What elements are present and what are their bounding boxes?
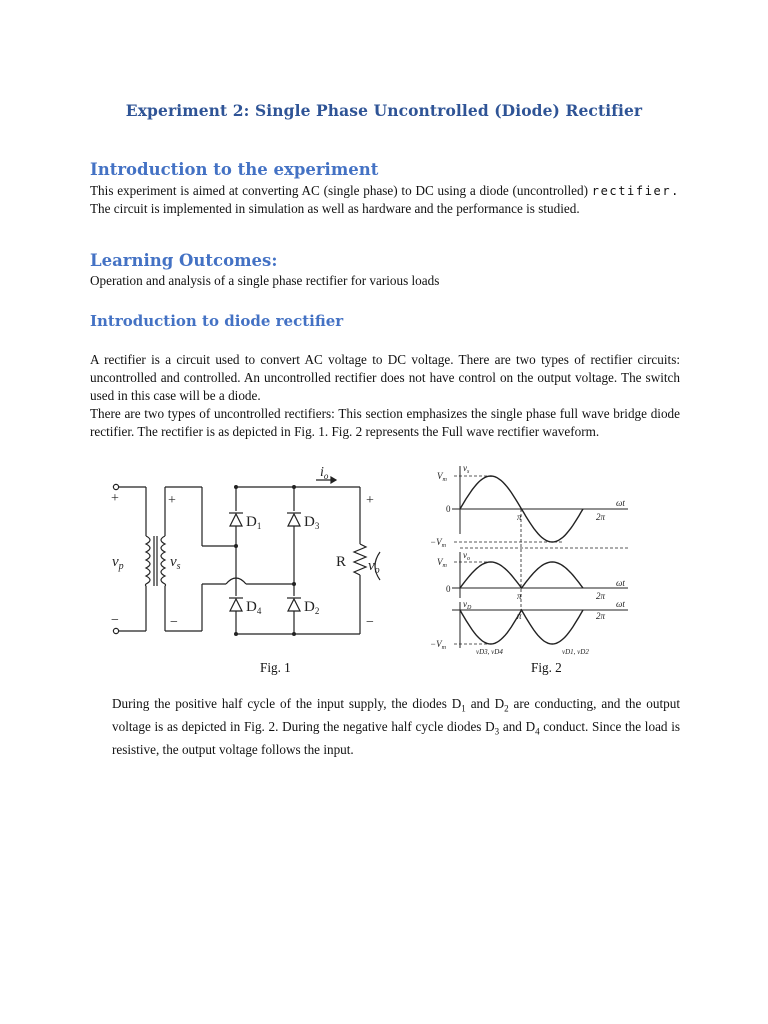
- fig1-label-d2: $D_2$: [304, 599, 320, 616]
- fig2-label-neg-vm-2: $-V_m$: [430, 639, 446, 651]
- fig1-label-vp: $v_p$: [112, 554, 124, 572]
- fig2-label-vs: $v_s$: [463, 463, 470, 475]
- fig2-label-vm-2: $V_m$: [437, 557, 447, 569]
- fig2-label-2pi-1: 2π: [596, 512, 606, 522]
- intro-text-c: The circuit is implemented in simulation as well as hardware and the performance is studied.: [90, 201, 580, 216]
- outcomes-paragraph: Operation and analysis of a single phase rectifier for various loads: [90, 273, 440, 288]
- fig1-plus-output: +: [366, 493, 374, 508]
- heading-diode-rectifier: Introduction to diode rectifier: [90, 312, 344, 330]
- fig1-label-d3: $D_3$: [304, 514, 320, 531]
- figure-2-caption: Fig. 2: [531, 660, 562, 675]
- diode-d2-symbol: [288, 599, 300, 611]
- diode-paragraph-2: There are two types of uncontrolled rectifiers: This section emphasizes the single phase full wave bridge diode rectifier. The rectifier is as depicted in Fig. 1. Fig. 2 represents the Full wave rectifier waveform.: [90, 406, 680, 439]
- intro-text-a: This experiment is aimed at converting AC (single phase) to DC using a diode (uncontrolled): [90, 183, 588, 198]
- diode-d1-symbol: [230, 514, 242, 526]
- fig2-label-wt-3: ωt: [616, 599, 625, 609]
- fig2-label-vd: $v_D$: [463, 599, 472, 611]
- figure-1-caption: Fig. 1: [260, 660, 291, 675]
- figure-2-waveforms: [428, 462, 634, 657]
- fig2-label-2pi-3: 2π: [596, 611, 606, 621]
- fig2-label-zero-2: 0: [446, 584, 451, 594]
- page-title: Experiment 2: Single Phase Uncontrolled (Diode) Rectifier: [125, 101, 643, 120]
- fig1-label-vo: $v_o$: [368, 558, 380, 576]
- closing-paragraph: During the positive half cycle of the input supply, the diodes $D_1$ and $D_2$ are conducting, and the output voltage is as depicted in Fig. 2. During the negative half cycle diodes $D_3$ and $D_4$ conduct. Since the load is resistive, the output voltage follows the input.: [112, 696, 680, 758]
- fig1-plus-secondary: +: [168, 493, 176, 508]
- fig2-label-vd34: vD3, vD4: [476, 648, 503, 656]
- fig2-label-wt-2: ωt: [616, 578, 625, 588]
- fig1-label-io: $i_o$: [320, 466, 329, 481]
- fig2-label-wt-1: ωt: [616, 498, 625, 508]
- heading-introduction-experiment: Introduction to the experiment: [90, 160, 379, 179]
- fig1-label-vs: $v_s$: [170, 554, 181, 572]
- fig1-label-d4: $D_4$: [246, 599, 262, 616]
- diode-paragraphs: [90, 351, 680, 441]
- heading-learning-outcomes: Learning Outcomes:: [90, 251, 278, 270]
- fig1-minus-secondary: −: [170, 615, 178, 630]
- fig2-label-vo: $v_o$: [463, 550, 470, 562]
- fig2-label-pi-1: π: [517, 512, 522, 522]
- fig1-minus-primary: −: [111, 613, 119, 628]
- fig2-label-neg-vm-1: $-V_m$: [430, 537, 446, 549]
- diode-d4-symbol: [230, 599, 242, 611]
- fig1-label-d1: $D_1$: [246, 514, 262, 531]
- diode-paragraph-1: A rectifier is a circuit used to convert AC voltage to DC voltage. There are two types of rectifier circuits: uncontrolled and controlled. An uncontrolled rectifier does not have control on the output voltage. The switch used in this case will be a diode.: [90, 352, 680, 403]
- fig2-label-2pi-2: 2π: [596, 591, 606, 601]
- fig1-minus-output: −: [366, 615, 374, 630]
- intro-text-rectifier: rectifier.: [591, 184, 680, 198]
- fig2-label-vd12: vD1, vD2: [562, 648, 589, 656]
- fig1-label-r: R: [336, 554, 347, 570]
- intro-paragraph: [90, 182, 680, 218]
- fig2-vo-waveform: [460, 562, 583, 588]
- fig1-plus-primary: +: [111, 491, 119, 506]
- fig2-label-pi-2: π: [517, 591, 522, 601]
- fig2-label-pi-3: π: [517, 611, 522, 621]
- fig2-label-zero-1: 0: [446, 504, 451, 514]
- figure-1-circuit: [98, 466, 398, 646]
- diode-d3-symbol: [288, 514, 300, 526]
- fig2-label-vm-1: $V_m$: [437, 471, 447, 483]
